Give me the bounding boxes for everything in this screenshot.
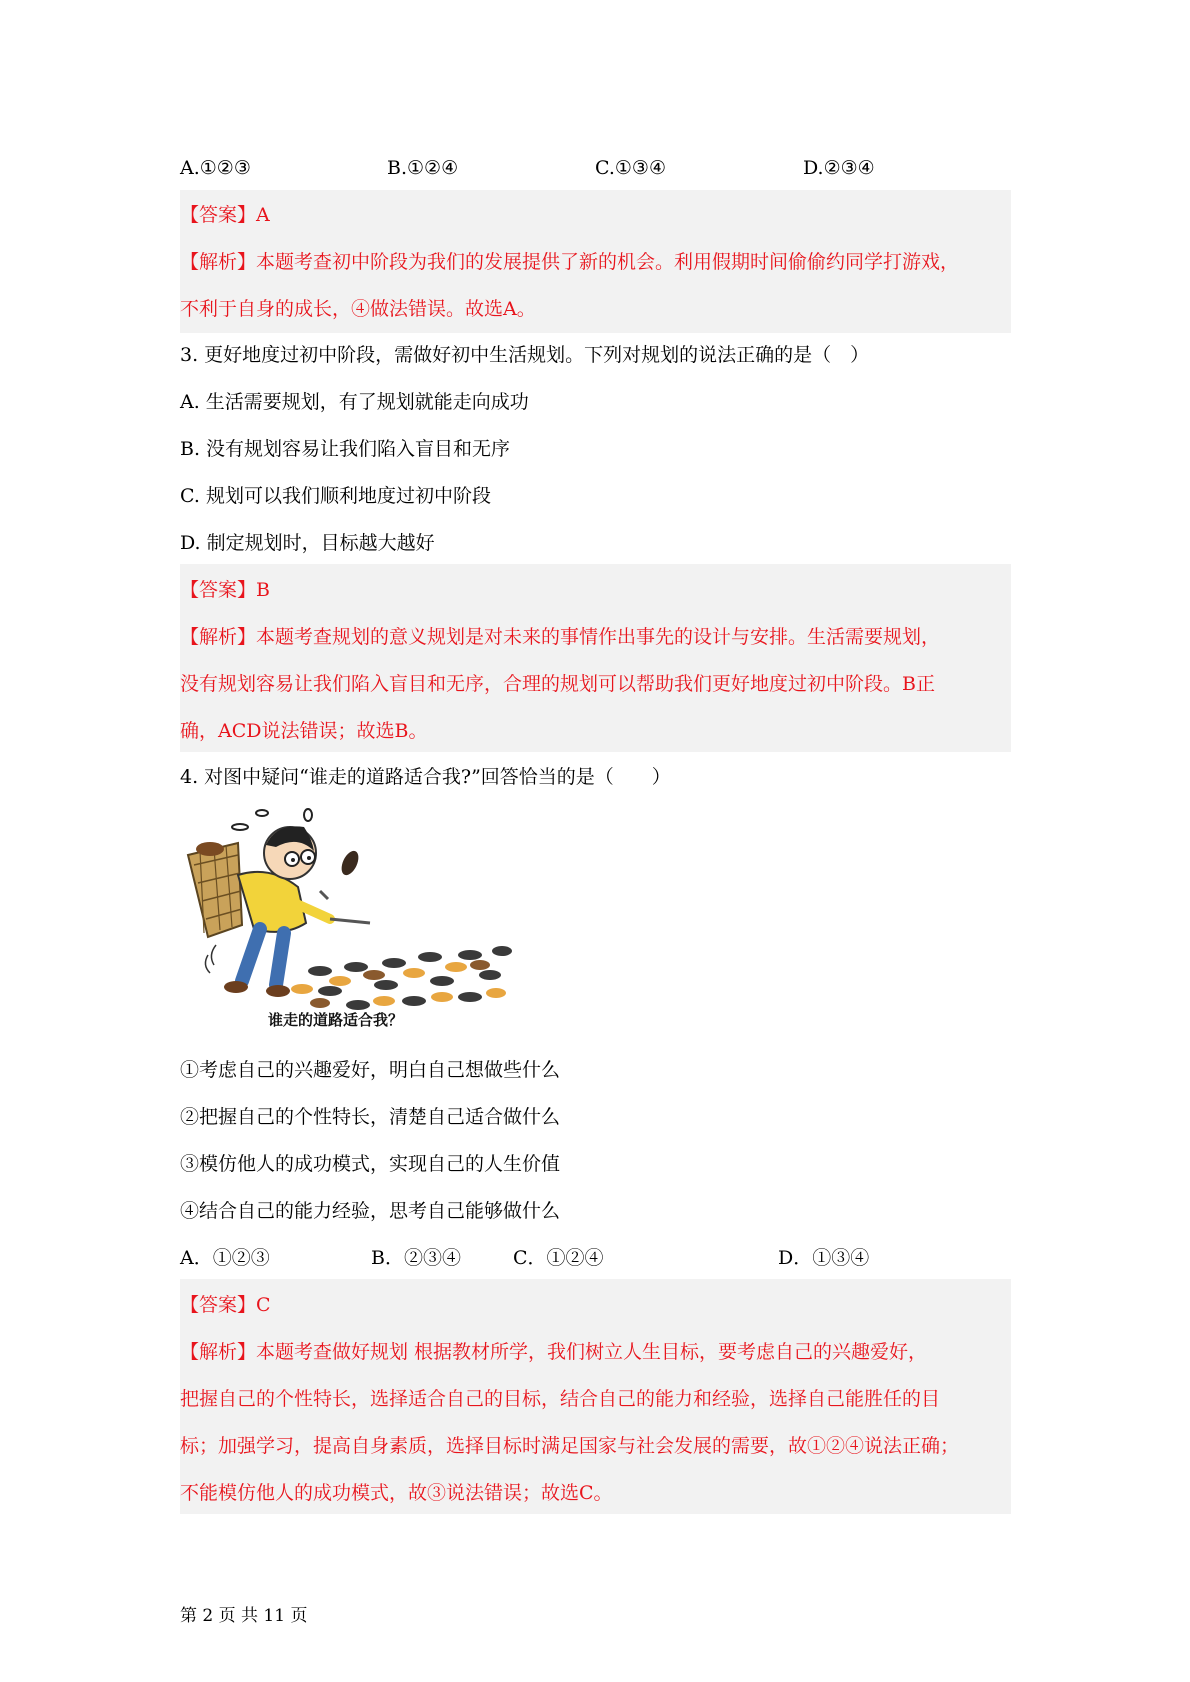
- page-footer: 第 2 页 共 11 页: [180, 1606, 308, 1626]
- q3-option-c: C. 规划可以我们顺利地度过初中阶段: [180, 485, 491, 507]
- q4-analysis-line: 不能模仿他人的成功模式，故③说法错误；故选C。: [180, 1482, 613, 1504]
- q4-answer: 【答案】C: [180, 1294, 271, 1316]
- q3-option-a: A. 生活需要规划，有了规划就能走向成功: [180, 391, 529, 413]
- q2-analysis-line: 【解析】本题考查初中阶段为我们的发展提供了新的机会。利用假期时间偷偷约同学打游戏，: [180, 251, 960, 273]
- q3-analysis-line: 【解析】本题考查规划的意义规划是对未来的事情作出事先的设计与安排。生活需要规划，: [180, 626, 941, 648]
- q2-option-a: A.①②③: [180, 157, 251, 179]
- q4-analysis-line: 把握自己的个性特长，选择适合自己的目标，结合自己的能力和经验，选择自己能胜任的目: [180, 1388, 941, 1410]
- q2-option-b: B.①②④: [387, 157, 459, 179]
- q4-option-b: B．②③④: [371, 1247, 461, 1269]
- q3-analysis-line: 没有规划容易让我们陷入盲目和无序，合理的规划可以帮助我们更好地度过初中阶段。B正: [180, 673, 935, 695]
- q4-option-a: A．①②③: [180, 1247, 270, 1269]
- cartoon-image: [180, 805, 515, 1030]
- q3-option-d: D. 制定规划时，目标越大越好: [180, 532, 435, 554]
- q3-analysis-line: 确，ACD说法错误；故选B。: [180, 720, 428, 742]
- q2-option-c: C.①③④: [595, 157, 666, 179]
- q2-analysis-line: 不利于自身的成长，④做法错误。故选A。: [180, 298, 536, 320]
- q4-option-d: D．①③④: [778, 1247, 870, 1269]
- q3-option-b: B. 没有规划容易让我们陷入盲目和无序: [180, 438, 511, 460]
- q4-statement: ②把握自己的个性特长，清楚自己适合做什么: [180, 1106, 561, 1128]
- q4-stem: 4. 对图中疑问“谁走的道路适合我?”回答恰当的是（ ）: [180, 766, 671, 788]
- q2-option-d: D.②③④: [803, 157, 875, 179]
- q4-statement: ①考虑自己的兴趣爱好，明白自己想做些什么: [180, 1059, 561, 1081]
- cartoon-caption: 谁走的道路适合我？: [268, 1011, 404, 1029]
- q4-analysis-line: 标；加强学习，提高自身素质，选择目标时满足国家与社会发展的需要，故①②④说法正确；: [180, 1435, 960, 1457]
- q2-answer: 【答案】A: [180, 204, 270, 226]
- q3-stem: 3. 更好地度过初中阶段，需做好初中生活规划。下列对规划的说法正确的是（ ）: [180, 344, 870, 366]
- q3-answer: 【答案】B: [180, 579, 270, 601]
- q4-option-c: C．①②④: [513, 1247, 604, 1269]
- q4-statement: ③模仿他人的成功模式，实现自己的人生价值: [180, 1153, 561, 1175]
- q4-analysis-line: 【解析】本题考查做好规划 根据教材所学，我们树立人生目标，要考虑自己的兴趣爱好，: [180, 1341, 928, 1363]
- q4-statement: ④结合自己的能力经验，思考自己能够做什么: [180, 1200, 561, 1222]
